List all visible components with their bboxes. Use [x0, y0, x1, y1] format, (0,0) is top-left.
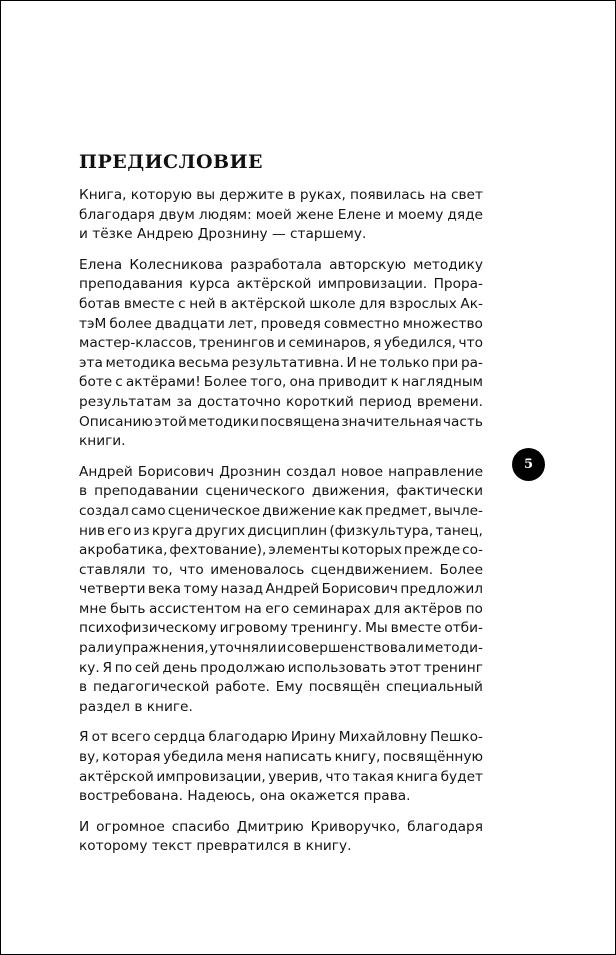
page-number-badge: 5 [512, 448, 545, 481]
paragraph [79, 728, 483, 806]
text-line: Я от всего сердца благодарю Ирину Михайловну Пешко- [79, 729, 483, 746]
page-heading: ПРЕДИСЛОВИЕ [79, 151, 264, 173]
text-line: мастер-классов, тренингов и семинаров, я убедился, что [79, 335, 483, 352]
text-line: создал само сценическое движение как предмет, вычле- [79, 502, 483, 519]
text-line: рали упражнения, уточняли и совершенствовали методи- [79, 640, 483, 657]
text-line: книги. [79, 433, 126, 450]
text-line: результатам за достаточно короткий период времени. [79, 393, 483, 410]
text-line: Андрей Борисович Дрознин создал новое направление [79, 463, 483, 480]
text-line: И огромное спасибо Дмитрию Криворучко, благодаря [79, 818, 483, 835]
text-line: в преподавании сценического движения, фактически [79, 483, 483, 500]
text-line: эта методика весьма результативна. И не только при ра- [79, 354, 483, 371]
text-line: ку. Я по сей день продолжаю использовать этот тренинг [79, 659, 483, 676]
text-line: благодаря двум людям: моей жене Елене и моему дяде [79, 206, 483, 223]
paragraph [79, 463, 483, 718]
text-line: боте с актёрами! Более того, она приводит к наглядным [79, 374, 483, 391]
text-line: Елена Колесникова разработала авторскую методику [79, 256, 483, 273]
text-line: нив его из круга других дисциплин (физкультура, танец, [79, 522, 483, 539]
text-line: в педагогической работе. Ему посвящён специальный [79, 679, 483, 696]
text-line: психофизическому игровому тренингу. Мы вместе отби- [79, 620, 483, 637]
paragraph [79, 256, 483, 452]
text-line: ставляли то, что именовалось сцендвижением. Более [79, 561, 483, 578]
text-line: акробатика, фехтование), элементы которых прежде со- [79, 542, 483, 559]
text-line: актёрской импровизации, уверив, что такая книга будет [79, 768, 483, 785]
text-line: четверти века тому назад Андрей Борисович предложил [79, 581, 483, 598]
paragraph [79, 186, 483, 245]
text-line: которому текст превратился в книгу. [79, 838, 352, 855]
text-line: мне быть ассистентом на его семинарах для актёров по [79, 600, 483, 617]
text-line: и тёзке Андрею Дрознину — старшему. [79, 226, 367, 243]
text-line: Описанию этой методики посвящена значительная часть [79, 413, 483, 430]
text-line: Книга, которую вы держите в руках, появилась на свет [79, 187, 483, 203]
body-text [79, 186, 483, 868]
paragraph [79, 818, 483, 857]
text-line: ву, которая убедила меня написать книгу, посвящённую [79, 749, 483, 766]
text-line: преподавания курса актёрской импровизации. Прора- [79, 276, 483, 293]
text-line: востребована. Надеюсь, она окажется права. [79, 788, 411, 805]
text-line: тэМ более двадцати лет, проведя совместно множество [79, 315, 483, 332]
text-line: раздел в книге. [79, 698, 193, 715]
text-line: ботав вместе с ней в актёрской школе для взрослых Ак- [79, 295, 483, 312]
